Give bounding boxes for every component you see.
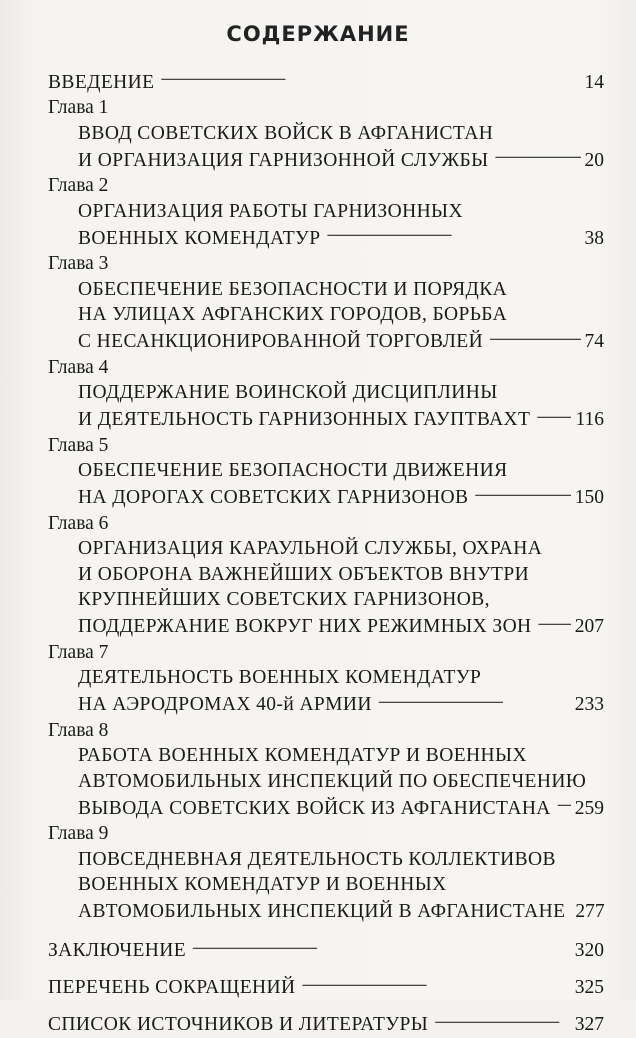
toc-entry-chapter-6[interactable] bbox=[48, 613, 604, 640]
toc-entry-chapter-9[interactable] bbox=[48, 898, 604, 925]
toc-page-number: 320 bbox=[574, 940, 604, 961]
leader-dots bbox=[192, 939, 571, 959]
toc-page-number: 116 bbox=[575, 409, 604, 430]
leader-dots bbox=[489, 330, 580, 350]
toc-chapter-title-line: И ОРГАНИЗАЦИЯ ГАРНИЗОННОЙ СЛУЖБЫ bbox=[78, 149, 489, 171]
toc-page-number: 327 bbox=[574, 1014, 604, 1035]
toc-page-number: 38 bbox=[584, 227, 604, 249]
leader-dots bbox=[160, 70, 580, 90]
toc-page-number: 74 bbox=[584, 331, 604, 352]
toc-page-number: 277 bbox=[575, 901, 605, 922]
spacer bbox=[48, 964, 604, 974]
toc-chapter-label: Глава 8 bbox=[48, 719, 109, 741]
toc-chapter-title-line: И ДЕЯТЕЛЬНОСТЬ ГАРНИЗОННЫХ ГАУПТВАХТ bbox=[78, 409, 531, 430]
toc-chapter-title-line[interactable]: ВВОД СОВЕТСКИХ ВОЙСК В АФГАНИСТАН bbox=[78, 122, 494, 144]
toc-entry-chapter-3[interactable] bbox=[48, 328, 604, 355]
toc-page-number: 259 bbox=[574, 797, 604, 819]
spacer bbox=[48, 1001, 604, 1011]
leader-dots bbox=[378, 693, 571, 713]
toc-entry-abbreviations[interactable] bbox=[48, 974, 604, 1001]
toc-chapter-label: Глава 9 bbox=[48, 823, 109, 844]
leader-dots bbox=[538, 615, 571, 635]
spacer bbox=[48, 925, 604, 937]
toc-chapter-label: Глава 5 bbox=[48, 434, 109, 456]
toc-chapter-title-line: С НЕСАНКЦИОНИРОВАННОЙ ТОРГОВЛЕЙ bbox=[78, 331, 484, 352]
toc-entry-label: СПИСОК ИСТОЧНИКОВ И ЛИТЕРАТУРЫ bbox=[48, 1014, 429, 1035]
toc-chapter-label: Глава 7 bbox=[48, 641, 109, 663]
leader-dots bbox=[327, 226, 581, 246]
toc-chapter-title-line[interactable]: ПОВСЕДНЕВНАЯ ДЕЯТЕЛЬНОСТЬ КОЛЛЕКТИВОВ bbox=[78, 848, 556, 870]
toc-page-number: 14 bbox=[584, 71, 604, 93]
leader-dots bbox=[474, 486, 570, 506]
toc-entry-intro[interactable] bbox=[48, 68, 604, 95]
leader-dots bbox=[495, 148, 581, 168]
toc-page-number: 233 bbox=[574, 694, 604, 715]
toc-entry-conclusion[interactable] bbox=[48, 937, 604, 964]
toc-chapter-title-line[interactable]: НА УЛИЦАХ АФГАНСКИХ ГОРОДОВ, БОРЬБА bbox=[78, 304, 508, 325]
toc-chapter-title-line[interactable]: ОРГАНИЗАЦИЯ РАБОТЫ ГАРНИЗОННЫХ bbox=[78, 200, 463, 222]
toc-chapter-label: Глава 1 bbox=[48, 97, 109, 118]
toc-chapter-title-line[interactable]: КРУПНЕЙШИХ СОВЕТСКИХ ГАРНИЗОНОВ, bbox=[78, 589, 490, 610]
toc-chapter-label: Глава 4 bbox=[48, 356, 109, 378]
toc-chapter-title-line[interactable]: И ОБОРОНА ВАЖНЕЙШИХ ОБЪЕКТОВ ВНУТРИ bbox=[78, 563, 530, 585]
leader-dots bbox=[536, 408, 571, 428]
toc-chapter-title-line[interactable]: ОБЕСПЕЧЕНИЕ БЕЗОПАСНОСТИ И ПОРЯДКА bbox=[78, 278, 508, 300]
toc-chapter-label: Глава 6 bbox=[48, 512, 109, 534]
toc-chapter-title-line[interactable]: ОБЕСПЕЧЕНИЕ БЕЗОПАСНОСТИ ДВИЖЕНИЯ bbox=[78, 460, 508, 481]
toc-page-number: 150 bbox=[574, 487, 604, 508]
toc-entry-chapter-2[interactable] bbox=[48, 224, 604, 251]
toc-chapter-title-line[interactable]: АВТОМОБИЛЬНЫХ ИНСПЕКЦИЙ ПО ОБЕСПЕЧЕНИЮ bbox=[78, 770, 587, 792]
toc-entry-sources[interactable] bbox=[48, 1011, 604, 1038]
toc-chapter-title-line: ПОДДЕРЖАНИЕ ВОКРУГ НИХ РЕЖИМНЫХ ЗОН bbox=[78, 616, 532, 637]
leader-dots bbox=[434, 1013, 571, 1033]
toc-chapter-label: Глава 3 bbox=[48, 253, 109, 274]
toc-entry-chapter-1[interactable] bbox=[48, 146, 604, 173]
toc-entry-chapter-4[interactable] bbox=[48, 406, 604, 433]
toc-chapter-title-line[interactable]: ДЕЯТЕЛЬНОСТЬ ВОЕННЫХ КОМЕНДАТУР bbox=[78, 667, 482, 688]
toc-chapter-label: Глава 2 bbox=[48, 175, 109, 196]
leader-dots bbox=[301, 976, 570, 996]
toc-entry-chapter-7[interactable] bbox=[48, 691, 604, 718]
toc-chapter-title-line: ВОЕННЫХ КОМЕНДАТУР bbox=[78, 227, 321, 249]
toc-entry-label: ЗАКЛЮЧЕНИЕ bbox=[48, 940, 187, 961]
toc-chapter-title-line[interactable]: ОРГАНИЗАЦИЯ КАРАУЛЬНОЙ СЛУЖБЫ, ОХРАНА bbox=[78, 538, 543, 559]
toc-chapter-title-line: АВТОМОБИЛЬНЫХ ИНСПЕКЦИЙ В АФГАНИСТАНЕ bbox=[78, 901, 566, 922]
toc-entry-chapter-8[interactable] bbox=[48, 794, 604, 821]
toc-entry-label: ПЕРЕЧЕНЬ СОКРАЩЕНИЙ bbox=[48, 977, 296, 998]
toc-chapter-title-line: ВЫВОДА СОВЕТСКИХ ВОЙСК ИЗ АФГАНИСТАНА bbox=[78, 797, 551, 819]
toc-page-number: 20 bbox=[584, 149, 604, 171]
toc-page-number: 325 bbox=[574, 977, 604, 998]
toc-chapter-title-line[interactable]: ПОДДЕРЖАНИЕ ВОИНСКОЙ ДИСЦИПЛИНЫ bbox=[78, 382, 498, 403]
toc-entry-label: ВВЕДЕНИЕ bbox=[48, 71, 155, 93]
toc-entry-chapter-5[interactable] bbox=[48, 484, 604, 511]
toc-chapter-title-line: НА АЭРОДРОМАХ 40-й АРМИИ bbox=[78, 694, 372, 715]
toc-chapter-title-line[interactable]: РАБОТА ВОЕННЫХ КОМЕНДАТУР И ВОЕННЫХ bbox=[78, 745, 527, 766]
toc-chapter-title-line[interactable]: ВОЕННЫХ КОМЕНДАТУР И ВОЕННЫХ bbox=[78, 874, 447, 895]
table-of-contents bbox=[48, 68, 604, 1038]
page-title: СОДЕРЖАНИЕ bbox=[226, 22, 410, 46]
leader-dots bbox=[557, 796, 571, 816]
toc-chapter-title-line: НА ДОРОГАХ СОВЕТСКИХ ГАРНИЗОНОВ bbox=[78, 487, 469, 508]
toc-page-number: 207 bbox=[574, 616, 604, 637]
